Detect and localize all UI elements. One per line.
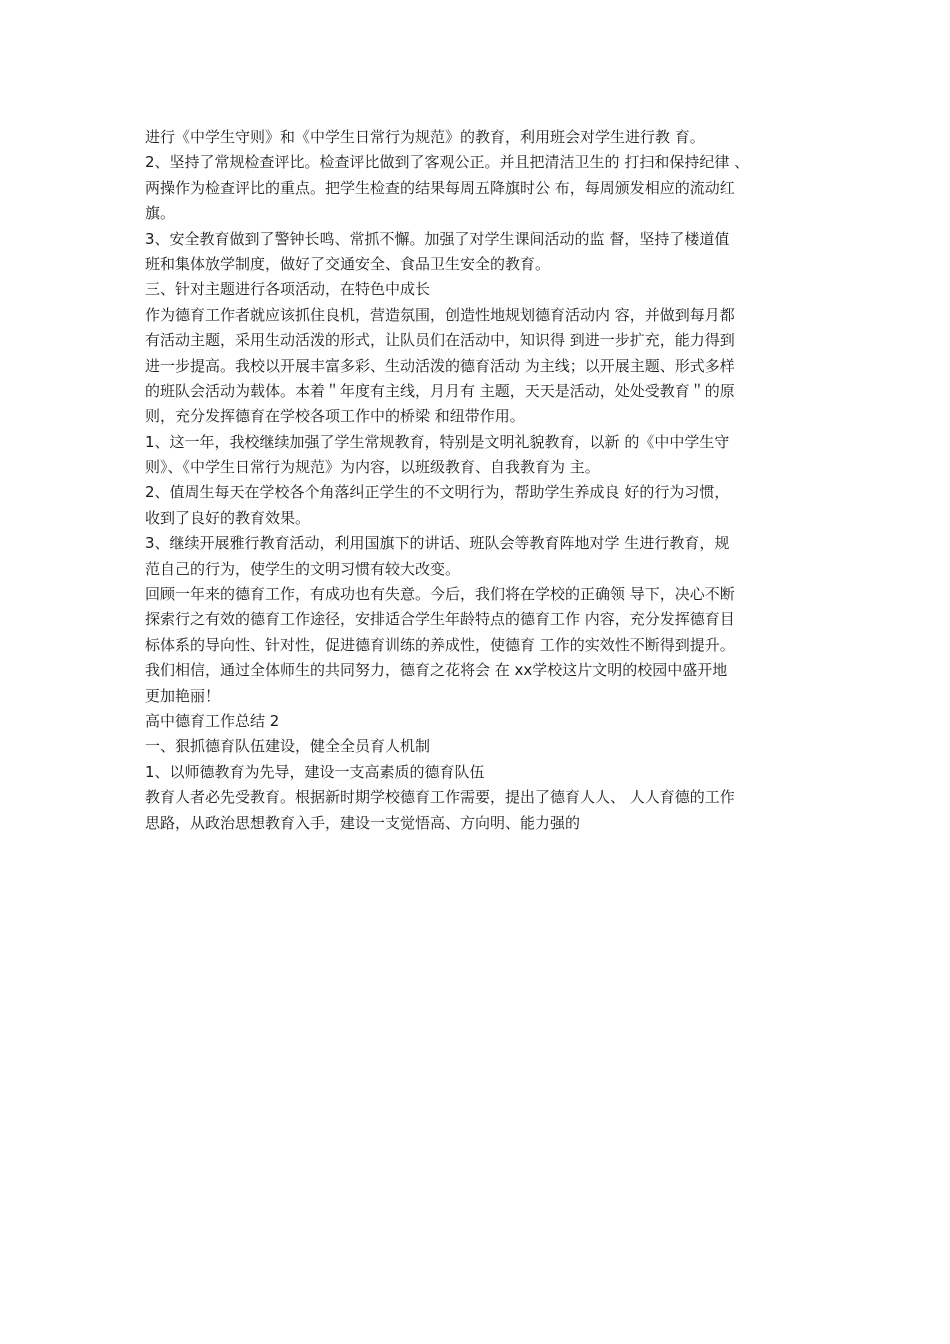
text-line: 3、安全教育做到了警钟长鸣、常抓不懈。加强了对学生课间活动的监 督，坚持了楼道值: [145, 229, 730, 248]
text-line: 教育人者必先受教育。根据新时期学校德育工作需要，提出了德育人人、 人人育德的工作: [145, 788, 735, 807]
text-line: 作为德育工作者就应该抓住良机，营造氛围，创造性地规划德育活动内 容，并做到每月都: [145, 305, 735, 324]
text-line: 旗。: [145, 204, 176, 223]
text-line: 则，充分发挥德育在学校各项工作中的桥梁 和纽带作用。: [145, 407, 525, 426]
text-line: 回顾一年来的德育工作，有成功也有失意。今后，我们将在学校的正确领 导下，决心不断: [145, 585, 735, 604]
text-line: 我们相信，通过全体师生的共同努力，德育之花将会 在 xx学校这片文明的校园中盛开地: [145, 661, 728, 680]
text-line: 班和集体放学制度，做好了交通安全、食品卫生安全的教育。: [145, 254, 551, 273]
text-line: 思路，从政治思想教育入手，建设一支觉悟高、方向明、能力强的: [145, 813, 581, 832]
section-heading: 一、狠抓德育队伍建设，健全全员育人机制: [145, 737, 431, 756]
text-line: 范自己的行为，使学生的文明习惯有较大改变。: [145, 559, 461, 578]
text-line: 1、这一年，我校继续加强了学生常规教育，特别是文明礼貌教育，以新 的《中中学生守: [145, 432, 730, 451]
text-line: 1、以师德教育为先导，建设一支高素质的德育队伍: [145, 762, 485, 781]
document-title: 高中德育工作总结 2: [145, 711, 280, 730]
text-line: 标体系的导向性、针对性，促进德育训练的养成性，使德育 工作的实效性不断得到提升。: [145, 635, 735, 654]
text-line: 探索行之有效的德育工作途径，安排适合学生年龄特点的德育工作 内容，充分发挥德育目: [145, 610, 735, 629]
text-line: 进一步提高。我校以开展丰富多彩、生动活泼的德育活动 为主线；以开展主题、形式多样: [145, 356, 735, 375]
text-line: 则》、《中学生日常行为规范》为内容，以班级教育、自我教育为 主。: [145, 458, 600, 477]
text-line: 2、坚持了常规检查评比。检查评比做到了客观公正。并且把清洁卫生的 打扫和保持纪律 、: [145, 153, 750, 172]
section-heading: 三、针对主题进行各项活动，在特色中成长: [145, 280, 431, 299]
text-line: 2、值周生每天在学校各个角落纠正学生的不文明行为，帮助学生养成良 好的行为习惯，: [145, 483, 730, 502]
text-line: 两操作为检查评比的重点。把学生检查的结果每周五降旗时公 布，每周颁发相应的流动红: [145, 178, 735, 197]
text-line: 有活动主题，采用生动活泼的形式，让队员们在活动中，知识得 到进一步扩充，能力得到: [145, 331, 735, 350]
text-line: 进行《中学生守则》和《中学生日常行为规范》的教育，利用班会对学生进行教 育。: [145, 128, 705, 146]
text-line: 收到了良好的教育效果。: [145, 508, 311, 527]
document-body: [145, 125, 810, 836]
text-line: 的班队会活动为载体。本着＂年度有主线，月月有 主题，天天是活动，处处受教育＂的原: [145, 381, 735, 400]
text-line: 3、继续开展雅行教育活动，利用国旗下的讲话、班队会等教育阵地对学 生进行教育，规: [145, 534, 730, 553]
text-line: 更加艳丽！: [145, 686, 221, 705]
